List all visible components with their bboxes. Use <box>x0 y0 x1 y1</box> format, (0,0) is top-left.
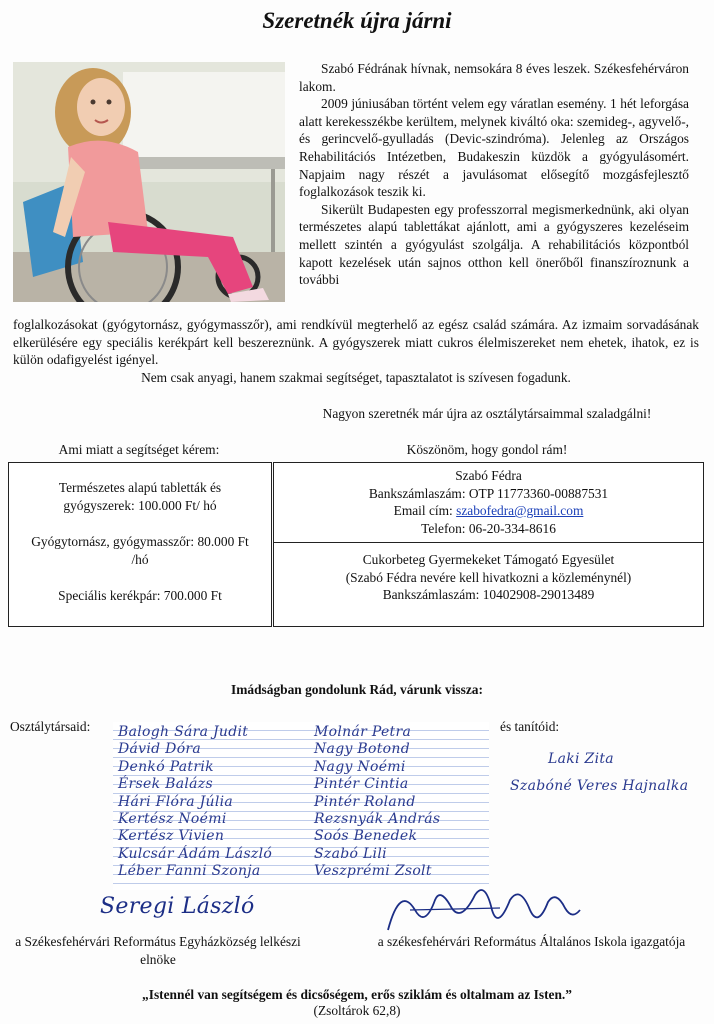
classmate-name: Molnár Petra <box>314 724 412 740</box>
association-note: (Szabó Fédra nevére kell hivatkozni a közleménynél) <box>345 569 632 585</box>
contact-email-row <box>274 502 703 520</box>
classmate-name: Pintér Roland <box>314 793 416 810</box>
contact-name: Szabó Fédra <box>455 468 522 483</box>
classmate-name: Denkó Patrik <box>118 758 214 775</box>
email-label: Email cím: <box>393 503 453 519</box>
classmate-name: Veszprémi Zsolt <box>314 863 432 880</box>
why-label: Ami miatt a segítséget kérem: <box>58 442 220 457</box>
email-link[interactable]: szabofedra@gmail.com <box>456 503 584 519</box>
association-bank: Bankszámlaszám: 10402908-29013489 <box>382 587 595 603</box>
page-title: Szeretnék újra járni <box>262 8 452 33</box>
classmate-name: Hári Flóra Júlia <box>118 793 234 810</box>
classmate-name: Soós Benedek <box>314 828 418 845</box>
classmate-name: Kertész Noémi <box>118 811 227 828</box>
intro-paragraph-3: Sikerült Budapesten egy professzorral megismerkednünk, aki olyan természetes alapú tablettákat ajánlott, ami a gyógyszeres kezeléseim mellett szintén a gyógyulást szolgálja. A rehabilitációs központból kapott kezelések után sajnos otthon kell önerőből finanszíroznunk a további <box>299 201 689 288</box>
classmate-name: Szabó Lili <box>314 845 387 862</box>
cost-bicycle: Speciális kerékpár: 700.000 Ft <box>58 588 222 604</box>
support-line: Nem csak anyagi, hanem szakmai segítséget, tapasztalatot is szívesen fogadunk. <box>141 369 571 385</box>
contact-bank: Bankszámlaszám: OTP 11773360-00887531 <box>368 485 609 501</box>
wish-line: Nagyon szeretnék már újra az osztálytársaimmal szaladgálni! <box>322 406 652 421</box>
cost-physio: Gyógytornász, gyógymasszőr: 80.000 Ft /hó <box>31 534 249 567</box>
association-contact <box>274 543 703 604</box>
classmate-name: Léber Fanni Szonja <box>118 863 261 880</box>
classmate-name: Kulcsár Ádám László <box>118 845 273 862</box>
pastor-signature: Seregi László <box>100 894 255 919</box>
classmates-column-2 <box>314 724 440 881</box>
association-name: Cukorbeteg Gyermekeket Támogató Egyesület <box>362 552 615 567</box>
intro-paragraph-2: 2009 júniusában történt velem egy váratlan esemény. 1 hét leforgása alatt kerekesszékbe kerültem, melynek kiváltó oka: szemideg-, agyvelő-, és gerincvelő-gyulladás (Devic-szindróma). Jelenleg az Országos Rehabilitációs Intézetben, Budakeszin küzdök a gyógyulásomért. Napjaim nagy részét a javulásomat elősegítő mozgásfejlesztő foglalkozások teszik ki. <box>299 96 689 200</box>
prayer-line: Imádságban gondolunk Rád, várunk vissza: <box>231 682 483 697</box>
teacher-name: Szabóné Veres Hajnalka <box>510 778 689 795</box>
classmates-column-1 <box>118 724 272 881</box>
pastor-caption: a Székesfehérvári Református Egyházközség lelkészi elnöke <box>15 934 301 967</box>
girl-in-wheelchair-photo <box>13 62 285 302</box>
classmate-name: Rezsnyák András <box>314 811 441 828</box>
contact-box <box>273 462 704 627</box>
classmates-label: Osztálytársaid: <box>10 719 91 734</box>
cost-tablets: Természetes alapú tabletták és gyógyszerek: 100.000 Ft/ hó <box>58 480 222 513</box>
intro-text <box>299 60 689 289</box>
classmate-name: Dávid Dóra <box>118 741 202 758</box>
thanks-line: Köszönöm, hogy gondol rám! <box>406 442 568 457</box>
teachers-names <box>510 751 688 806</box>
classmate-name: Pintér Cintia <box>314 776 409 793</box>
intro-paragraph-1: Szabó Fédrának hívnak, nemsokára 8 éves leszek. Székesfehérváron lakom. <box>299 61 689 94</box>
bible-reference: (Zsoltárok 62,8) <box>313 1003 401 1018</box>
classmate-name: Nagy Botond <box>314 741 410 758</box>
continuation-text <box>13 316 699 386</box>
teacher-name: Laki Zita <box>548 751 614 767</box>
bible-quote: „Istennél van segítségem és dicsőségem, erős sziklám és oltalmam az Isten.” <box>142 987 572 1002</box>
classmate-name: Balogh Sára Judit <box>118 724 249 740</box>
personal-contact <box>274 463 703 543</box>
classmate-name: Érsek Balázs <box>118 776 213 793</box>
teachers-label: és tanítóid: <box>500 719 560 734</box>
classmate-name: Kertész Vivien <box>118 828 225 845</box>
continuation-paragraph: foglalkozásokat (gyógytornász, gyógymasszőr), ami rendkívül megterhelő az egész család számára. Az izmaim sorvadásának elkerülésére egy speciális kerékpárt kell beszereznünk. A gyógyszerek miatt cukros élelmiszereket nem ehetek, ihatok, ez is külön odafigyelést igényel. <box>13 317 699 368</box>
costs-box <box>8 462 272 627</box>
contact-phone: Telefon: 06-20-334-8616 <box>421 520 556 536</box>
principal-caption: a székesfehérvári Református Általános Iskola igazgatója <box>377 934 686 949</box>
classmate-name: Nagy Noémi <box>314 758 406 775</box>
